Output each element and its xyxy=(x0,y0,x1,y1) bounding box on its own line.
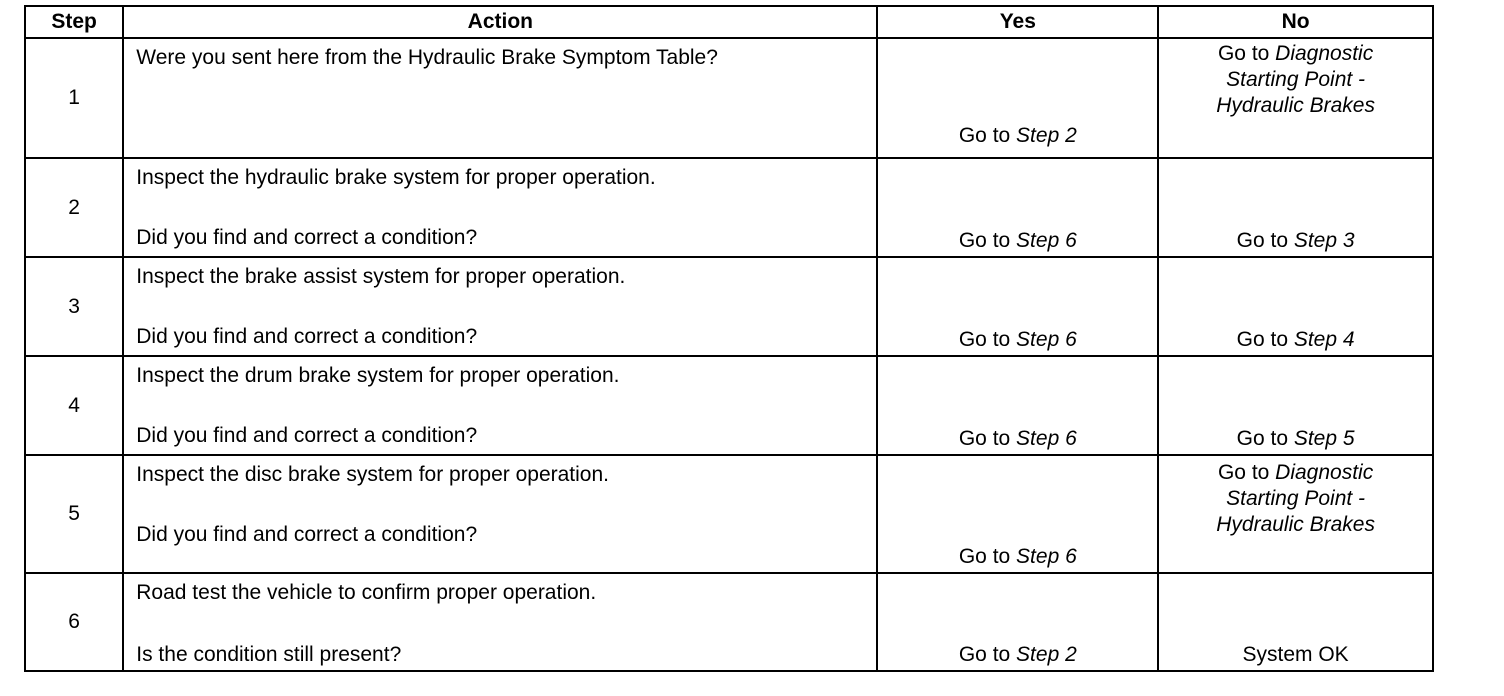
yes-step-ref: Step 6 xyxy=(1016,328,1077,351)
step-number: 2 xyxy=(25,158,123,257)
no-cell xyxy=(1158,38,1433,158)
no-cell xyxy=(1158,257,1433,356)
step-number: 6 xyxy=(25,573,123,671)
no-ref-line: Starting Point - xyxy=(1226,487,1366,510)
yes-cell xyxy=(877,158,1158,257)
no-step-ref: Step 4 xyxy=(1293,328,1355,351)
yes-cell xyxy=(877,455,1158,573)
step-number: 4 xyxy=(25,356,123,455)
action-cell xyxy=(123,455,877,573)
no-result xyxy=(1159,426,1432,452)
yes-prefix: Go to xyxy=(958,124,1017,147)
header-action: Action xyxy=(123,6,877,38)
no-ref-line: Hydraulic Brakes xyxy=(1216,94,1375,117)
no-prefix: Go to xyxy=(1236,427,1294,450)
step-number: 3 xyxy=(25,257,123,356)
no-ref-line: Diagnostic xyxy=(1275,461,1374,484)
yes-cell xyxy=(877,356,1158,455)
yes-prefix: Go to xyxy=(958,545,1017,568)
action-question: Were you sent here from the Hydraulic Brake Symptom Table? xyxy=(136,46,718,69)
yes-step-ref: Step 6 xyxy=(1016,427,1077,450)
header-step: Step xyxy=(25,6,123,38)
yes-cell xyxy=(877,257,1158,356)
yes-result xyxy=(878,327,1157,353)
yes-step-ref: Step 2 xyxy=(1016,124,1077,147)
yes-step-ref: Step 6 xyxy=(1016,545,1077,568)
no-cell xyxy=(1158,356,1433,455)
no-prefix: Go to xyxy=(1236,328,1294,351)
table-row xyxy=(25,257,1433,356)
table-row xyxy=(25,38,1433,158)
action-question: Did you find and correct a condition? xyxy=(136,523,478,546)
action-instruction: Inspect the drum brake system for proper operation. xyxy=(136,364,620,387)
yes-prefix: Go to xyxy=(958,229,1017,252)
table-row xyxy=(25,573,1433,671)
action-cell xyxy=(123,573,877,671)
no-result xyxy=(1159,41,1432,119)
action-cell xyxy=(123,257,877,356)
yes-result xyxy=(878,228,1157,254)
no-result: System OK xyxy=(1242,643,1349,666)
action-instruction: Inspect the disc brake system for proper operation. xyxy=(136,463,610,486)
yes-prefix: Go to xyxy=(958,427,1017,450)
no-result xyxy=(1159,460,1432,538)
yes-step-ref: Step 2 xyxy=(1016,643,1077,666)
no-step-ref: Step 5 xyxy=(1293,427,1355,450)
yes-step-ref: Step 6 xyxy=(1016,229,1077,252)
step-number: 1 xyxy=(25,38,123,158)
yes-prefix: Go to xyxy=(958,643,1017,666)
yes-result xyxy=(878,426,1157,452)
action-question: Did you find and correct a condition? xyxy=(136,226,478,249)
no-prefix: Go to xyxy=(1217,42,1276,65)
no-step-ref: Step 3 xyxy=(1293,229,1355,252)
no-ref-line: Hydraulic Brakes xyxy=(1216,513,1375,536)
action-cell xyxy=(123,158,877,257)
yes-prefix: Go to xyxy=(958,328,1017,351)
action-question: Did you find and correct a condition? xyxy=(136,325,478,348)
no-cell xyxy=(1158,455,1433,573)
action-question: Did you find and correct a condition? xyxy=(136,424,478,447)
action-cell xyxy=(123,356,877,455)
action-question: Is the condition still present? xyxy=(136,643,402,666)
action-instruction: Road test the vehicle to confirm proper operation. xyxy=(136,581,597,604)
yes-result xyxy=(878,642,1157,668)
no-ref-line: Diagnostic xyxy=(1275,42,1374,65)
action-instruction: Inspect the brake assist system for proper operation. xyxy=(136,265,626,288)
no-cell xyxy=(1158,573,1433,671)
no-cell xyxy=(1158,158,1433,257)
header-yes: Yes xyxy=(877,6,1158,38)
yes-result xyxy=(878,123,1157,149)
header-no: No xyxy=(1158,6,1433,38)
table-row xyxy=(25,158,1433,257)
no-result xyxy=(1159,228,1432,254)
table-row xyxy=(25,356,1433,455)
step-number: 5 xyxy=(25,455,123,573)
no-ref-line: Starting Point - xyxy=(1226,68,1366,91)
action-cell xyxy=(123,38,877,158)
yes-cell xyxy=(877,38,1158,158)
no-prefix: Go to xyxy=(1236,229,1294,252)
table-row xyxy=(25,455,1433,573)
no-prefix: Go to xyxy=(1217,461,1276,484)
diagnostic-table xyxy=(24,5,1434,672)
yes-cell xyxy=(877,573,1158,671)
yes-result xyxy=(878,544,1157,570)
header-row xyxy=(25,6,1433,38)
action-instruction: Inspect the hydraulic brake system for proper operation. xyxy=(136,166,656,189)
no-result xyxy=(1159,327,1432,353)
